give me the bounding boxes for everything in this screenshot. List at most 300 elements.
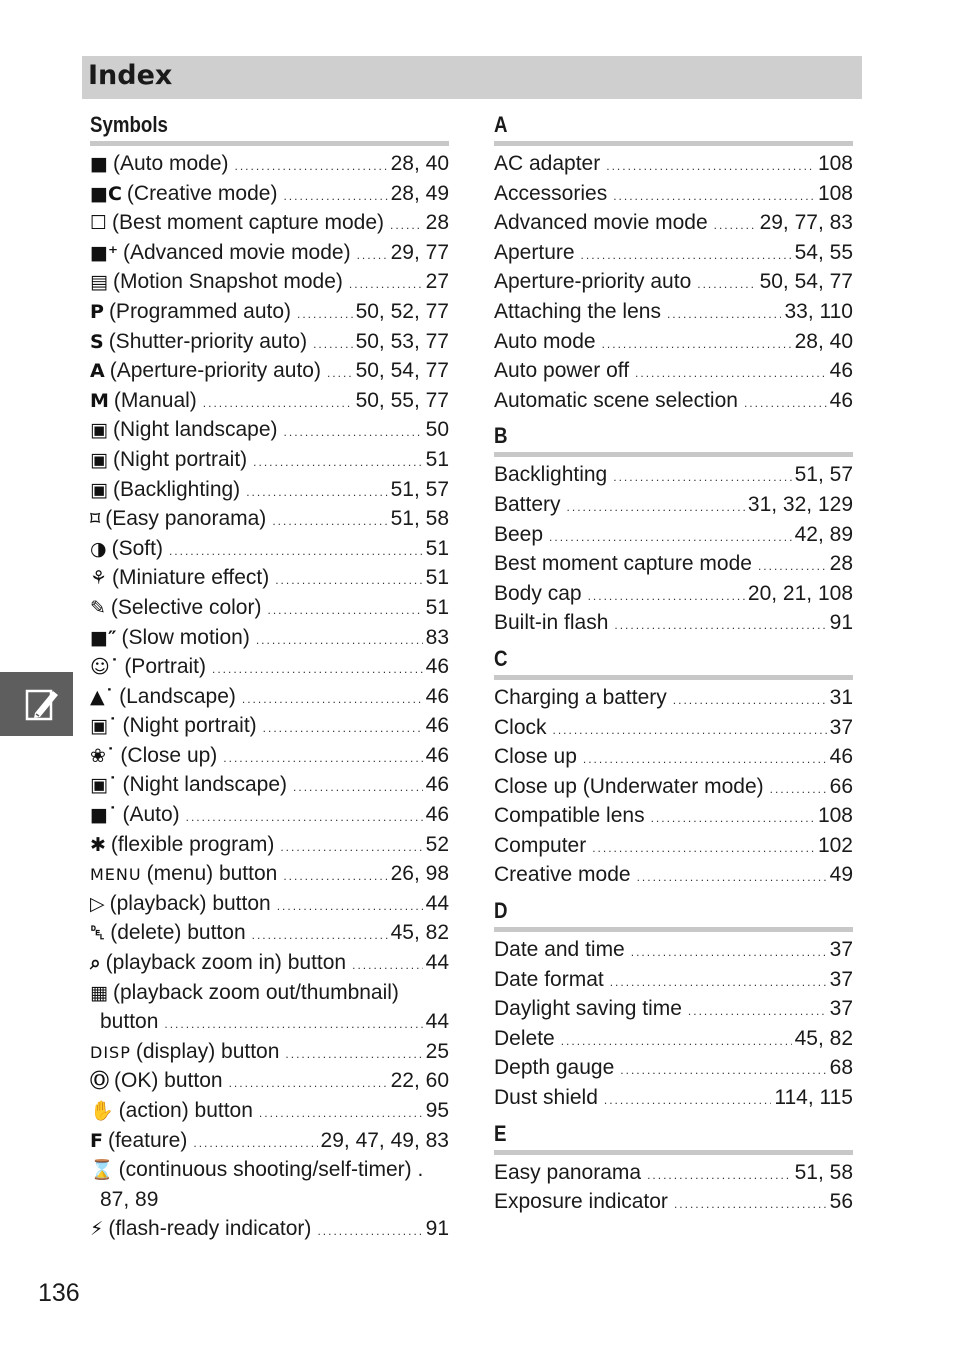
- zoom-in-icon: ⌕: [90, 952, 101, 975]
- index-pages: 33, 110: [784, 299, 853, 323]
- leader-dots: [770, 775, 827, 805]
- section-heading-label: E: [494, 1120, 507, 1146]
- self-timer-icon: ⌛: [90, 1159, 114, 1182]
- index-pages: 50, 54, 77: [759, 270, 853, 294]
- leader-dots: [285, 1040, 422, 1070]
- index-term: (Motion Snapshot mode): [112, 270, 343, 294]
- index-pages: 52: [425, 832, 449, 856]
- leader-dots: [263, 714, 423, 744]
- night-landscape-icon: ▣: [90, 419, 108, 442]
- index-entry: [90, 1126, 449, 1156]
- index-entry: [494, 356, 853, 386]
- index-term: Date format: [494, 967, 604, 991]
- leader-dots: [647, 1161, 792, 1191]
- leader-dots: [714, 211, 757, 241]
- index-pages: 51, 57: [794, 463, 853, 487]
- section-heading-label: B: [494, 423, 508, 449]
- index-entry: [494, 579, 853, 609]
- flexible-program-icon: ✱: [90, 833, 106, 856]
- index-term: (Portrait): [124, 655, 206, 679]
- index-pages: 45, 82: [390, 921, 449, 945]
- index-term: (feature): [107, 1128, 188, 1152]
- night-portrait-auto-icon: ▣˙: [90, 715, 118, 738]
- section-heading: [494, 1117, 853, 1155]
- index-entry: [494, 801, 853, 831]
- index-entry: [90, 534, 449, 564]
- index-term: (flash-ready indicator): [108, 1217, 312, 1241]
- index-pages: 44: [425, 951, 449, 975]
- index-entry: [90, 652, 449, 682]
- index-entry: [494, 179, 853, 209]
- index-entry: [90, 1066, 449, 1096]
- index-pages: 31: [829, 685, 853, 709]
- index-term: Exposure indicator: [494, 1190, 668, 1214]
- index-entry: [494, 1024, 853, 1054]
- index-term: (Creative mode): [126, 181, 278, 205]
- leader-dots: [253, 448, 422, 478]
- leader-dots: [317, 1217, 422, 1247]
- leader-dots: [259, 1099, 423, 1129]
- index-term: Battery: [494, 492, 561, 516]
- index-term: Dust shield: [494, 1086, 598, 1110]
- index-entry: [494, 267, 853, 297]
- leader-dots: [272, 507, 387, 537]
- index-term: (Miniature effect): [112, 566, 270, 590]
- leader-dots: [267, 596, 422, 626]
- index-term: (playback zoom in) button: [105, 951, 347, 975]
- leader-dots: [390, 211, 423, 241]
- index-pages: 28, 40: [390, 152, 449, 175]
- index-term: Accessories: [494, 181, 608, 205]
- section-heading-label: Symbols: [90, 112, 168, 137]
- chapter-tab: [0, 672, 73, 736]
- index-pages: 114, 115: [774, 1086, 853, 1110]
- advanced-movie-icon: ■⁺: [90, 241, 118, 264]
- leader-dots: [651, 804, 815, 834]
- shutter-priority-icon: S: [90, 330, 104, 353]
- index-term: Best moment capture mode: [494, 552, 752, 576]
- leader-dots: [252, 921, 388, 951]
- display-icon: DISP: [90, 1042, 131, 1062]
- index-term: Daylight saving time: [494, 997, 682, 1021]
- index-pages: 54, 55: [794, 240, 853, 264]
- index-term: (Selective color): [110, 595, 262, 619]
- index-term: (Night portrait): [112, 447, 248, 471]
- index-term: Built-in flash: [494, 611, 609, 635]
- index-pages: 28: [425, 211, 449, 235]
- index-entry: [90, 504, 449, 534]
- index-term: Auto power off: [494, 359, 630, 383]
- index-pages: 44: [425, 891, 449, 915]
- leader-dots: [313, 330, 352, 360]
- index-entry: [494, 1083, 853, 1113]
- index-entry: [90, 445, 449, 475]
- slow-motion-icon: ■″: [90, 626, 117, 649]
- leader-dots: [610, 968, 827, 998]
- index-entry: [494, 965, 853, 995]
- index-entry: [90, 356, 449, 386]
- index-term: Attaching the lens: [494, 299, 661, 323]
- leader-dots: [613, 463, 791, 493]
- leader-dots: [697, 270, 756, 300]
- index-entry: [90, 1214, 449, 1244]
- index-term: AC adapter: [494, 152, 601, 175]
- index-term: (Backlighting): [112, 477, 241, 501]
- index-pages: 29, 47, 49, 83: [320, 1128, 449, 1152]
- auto-icon: ■˙: [90, 804, 118, 827]
- index-entry: [494, 238, 853, 268]
- index-term: Easy panorama: [494, 1160, 642, 1184]
- index-term: (Landscape): [119, 684, 236, 708]
- leader-dots: [235, 152, 388, 182]
- index-entry: [494, 490, 853, 520]
- leader-dots: [164, 1010, 422, 1040]
- index-pages: 51, 58: [390, 507, 449, 531]
- index-term: (menu) button: [146, 862, 278, 886]
- index-pages: 28: [829, 552, 853, 576]
- index-pages: 45, 82: [794, 1026, 853, 1050]
- index-term: Auto mode: [494, 329, 596, 353]
- leader-dots: [613, 182, 815, 212]
- page-number: 136: [38, 1279, 80, 1307]
- index-entry: [494, 608, 853, 638]
- index-term: (OK) button: [114, 1069, 223, 1093]
- index-term: Delete: [494, 1026, 555, 1050]
- leader-dots: [283, 862, 387, 892]
- leader-dots: [242, 685, 423, 715]
- leader-dots: [293, 773, 423, 803]
- portrait-icon: ☺˙: [90, 656, 120, 679]
- index-entry: [90, 179, 449, 209]
- index-entry: [90, 267, 449, 297]
- index-term: (Manual): [113, 388, 197, 412]
- index-pages: 51: [425, 566, 449, 590]
- index-entry: [494, 297, 853, 327]
- leader-dots: [277, 892, 423, 922]
- index-pages: 50, 53, 77: [355, 329, 449, 353]
- night-landscape-auto-icon: ▣˙: [90, 774, 118, 797]
- index-pages: 37: [829, 715, 853, 739]
- miniature-effect-icon: ⚘: [90, 567, 108, 590]
- index-entry: [90, 623, 449, 653]
- index-term: (Best moment capture mode): [112, 211, 384, 235]
- index-pages: 108: [817, 152, 853, 175]
- aperture-priority-icon: A: [90, 360, 105, 383]
- index-entry: [90, 682, 449, 712]
- manual-icon: M: [90, 389, 109, 412]
- leader-dots: [357, 241, 388, 271]
- index-entry: [494, 1053, 853, 1083]
- index-entry: [494, 208, 853, 238]
- section-heading: [494, 642, 853, 680]
- index-entry: [90, 1037, 449, 1067]
- index-pages: 46: [425, 773, 449, 797]
- leader-dots: [212, 655, 423, 685]
- section-heading-label: C: [494, 645, 508, 671]
- leader-dots: [673, 686, 827, 716]
- index-pages: 29, 77: [390, 240, 449, 264]
- auto-mode-camera-icon: ■: [90, 153, 108, 175]
- selective-color-icon: ✎: [90, 596, 106, 619]
- index-pages: 50, 55, 77: [355, 388, 449, 412]
- leader-dots: [186, 803, 423, 833]
- index-pages: 46: [425, 655, 449, 679]
- index-pages: 108: [817, 181, 853, 205]
- motion-snapshot-icon: ▤: [90, 271, 108, 294]
- index-term: (Auto mode): [112, 152, 229, 175]
- index-entry: [494, 683, 853, 713]
- index-entry: [494, 1187, 853, 1217]
- index-term: (Night portrait): [122, 714, 257, 738]
- page-title: Index: [88, 60, 173, 91]
- index-pages: 68: [829, 1056, 853, 1080]
- index-entry: [90, 1007, 449, 1037]
- index-entry: [494, 149, 853, 179]
- index-entry: [494, 386, 853, 416]
- index-entry: [494, 713, 853, 743]
- index-entry: [90, 208, 449, 238]
- index-pages: 28, 40: [794, 329, 853, 353]
- index-entry: [90, 859, 449, 889]
- playback-icon: ▷: [90, 892, 105, 915]
- easy-panorama-icon: ⌑: [90, 508, 101, 531]
- index-term: (playback zoom out/thumbnail): [112, 980, 399, 1004]
- delete-icon: ␡: [90, 922, 106, 945]
- index-pages: 66: [829, 774, 853, 798]
- index-pages: 51: [425, 536, 449, 560]
- index-pages: 91: [829, 611, 853, 635]
- index-pages: 102: [817, 833, 853, 857]
- index-entry: [90, 1096, 449, 1126]
- index-term: Close up (Underwater mode): [494, 774, 764, 798]
- index-term: Clock: [494, 715, 547, 739]
- index-pages: 51: [425, 595, 449, 619]
- leader-dots: [635, 359, 827, 389]
- index-term: (Night landscape): [112, 418, 278, 442]
- index-column-right: [494, 108, 853, 1217]
- index-term: (Close up): [120, 743, 218, 767]
- index-pages: 56: [829, 1190, 853, 1214]
- index-pages: 46: [425, 743, 449, 767]
- index-term: Beep: [494, 522, 544, 546]
- index-entry: [90, 918, 449, 948]
- index-entry: [494, 831, 853, 861]
- index-pages: 50: [425, 418, 449, 442]
- section-heading: [494, 108, 853, 146]
- leader-dots: [581, 241, 792, 271]
- index-term: (Shutter-priority auto): [108, 329, 308, 353]
- index-pages: 29, 77, 83: [759, 211, 853, 235]
- index-term: Body cap: [494, 581, 582, 605]
- leader-dots: [284, 418, 423, 448]
- leader-dots: [592, 834, 815, 864]
- leader-dots: [229, 1069, 388, 1099]
- leader-dots: [688, 997, 827, 1027]
- index-term: (flexible program): [110, 832, 275, 856]
- index-pages: 42, 89: [794, 522, 853, 546]
- leader-dots: [193, 1129, 317, 1159]
- leader-dots: [169, 537, 423, 567]
- leader-dots: [604, 1086, 771, 1116]
- index-term: Aperture: [494, 240, 575, 264]
- backlighting-icon: ▣: [90, 478, 108, 501]
- index-pages: 26, 98: [390, 862, 449, 886]
- index-pages: 91: [425, 1217, 449, 1241]
- best-moment-capture-icon: ☐: [90, 212, 108, 235]
- index-pages: 31, 32, 129: [747, 492, 853, 516]
- index-term: (Easy panorama): [105, 507, 267, 531]
- leader-dots: [352, 951, 423, 981]
- leader-dots: [744, 389, 827, 419]
- leader-dots: [758, 552, 827, 582]
- index-entry: [90, 149, 449, 179]
- index-pages: 83: [425, 625, 449, 649]
- index-term: Depth gauge: [494, 1056, 615, 1080]
- index-term: Computer: [494, 833, 587, 857]
- leader-dots: [561, 1027, 792, 1057]
- leader-dots: [327, 359, 353, 389]
- index-term: Date and time: [494, 938, 625, 962]
- leader-dots: [631, 938, 827, 968]
- index-entry: [90, 563, 449, 593]
- index-pages: 108: [817, 804, 853, 828]
- index-term: Aperture-priority auto: [494, 270, 692, 294]
- index-term: (Auto): [122, 803, 180, 827]
- leader-dots: [275, 566, 422, 596]
- index-entry: [90, 386, 449, 416]
- index-pages: 51: [425, 447, 449, 471]
- index-term: (Soft): [111, 536, 163, 560]
- action-icon: ✋: [90, 1100, 114, 1122]
- index-entry: [494, 994, 853, 1024]
- ok-icon: Ⓞ: [90, 1070, 110, 1093]
- programmed-auto-icon: P: [90, 300, 104, 323]
- index-pages: 50, 54, 77: [355, 359, 449, 383]
- index-entry: [90, 711, 449, 741]
- leader-dots: [614, 611, 826, 641]
- leader-dots: [283, 182, 387, 212]
- menu-icon: MENU: [90, 865, 142, 885]
- index-column-left: [90, 108, 449, 1244]
- index-term: (display) button: [135, 1039, 280, 1063]
- notes-pencil-icon: [25, 687, 61, 721]
- index-term: Backlighting: [494, 463, 608, 487]
- index-pages: 46: [425, 714, 449, 738]
- index-entry: [90, 800, 449, 830]
- index-term: 87, 89: [100, 1187, 159, 1211]
- section-heading: [494, 894, 853, 932]
- index-pages: 37: [829, 967, 853, 991]
- index-entry: [90, 1155, 449, 1185]
- index-entry: [90, 593, 449, 623]
- index-pages: 46: [425, 684, 449, 708]
- leader-dots: [620, 1056, 826, 1086]
- flash-ready-icon: ⚡: [90, 1218, 104, 1241]
- index-term: Automatic scene selection: [494, 388, 738, 412]
- leader-dots: [637, 863, 827, 893]
- index-entry: [90, 948, 449, 978]
- index-entry: [90, 889, 449, 919]
- index-entry: [90, 327, 449, 357]
- landscape-icon: ▲˙: [90, 685, 115, 708]
- index-entry: [90, 415, 449, 445]
- index-term: Creative mode: [494, 863, 631, 887]
- index-entry: [494, 520, 853, 550]
- index-pages: 50, 52, 77: [355, 299, 449, 323]
- index-title-bar: [82, 56, 862, 99]
- index-term: (Slow motion): [121, 625, 250, 649]
- section-heading-label: A: [494, 112, 508, 137]
- index-entry: [494, 460, 853, 490]
- index-term: (playback) button: [109, 891, 271, 915]
- index-entry: [494, 772, 853, 802]
- index-term: (Advanced movie mode): [122, 240, 351, 264]
- index-entry: [90, 770, 449, 800]
- index-term: Charging a battery: [494, 685, 667, 709]
- index-entry: [494, 935, 853, 965]
- index-entry: [90, 475, 449, 505]
- index-pages: 27: [425, 270, 449, 294]
- index-pages: 37: [829, 938, 853, 962]
- creative-mode-icon: ■C: [90, 182, 122, 205]
- section-heading-label: D: [494, 898, 508, 924]
- leader-dots: [203, 389, 353, 419]
- index-term: (delete) button: [110, 921, 246, 945]
- index-pages: 28, 49: [390, 181, 449, 205]
- feature-icon: F: [90, 1129, 103, 1152]
- index-term: button: [100, 1010, 159, 1034]
- night-portrait-icon: ▣: [90, 448, 108, 471]
- index-entry: [90, 830, 449, 860]
- index-term: (action) button: [118, 1099, 253, 1122]
- leader-dots: [674, 1190, 827, 1220]
- index-term: Close up: [494, 745, 577, 769]
- section-heading: [494, 419, 853, 457]
- leader-dots: [256, 626, 423, 656]
- index-term: (continuous shooting/self-timer) .: [118, 1158, 424, 1182]
- leader-dots: [553, 716, 827, 746]
- index-pages: 95: [425, 1099, 449, 1122]
- index-term: (Aperture-priority auto): [109, 359, 321, 383]
- section-heading: [90, 108, 449, 146]
- index-entry: [90, 978, 449, 1008]
- leader-dots: [588, 582, 745, 612]
- index-pages: 25: [425, 1039, 449, 1063]
- leader-dots: [349, 270, 423, 300]
- thumbnail-icon: ▦: [90, 981, 108, 1004]
- leader-dots: [602, 330, 792, 360]
- index-entry: [494, 742, 853, 772]
- index-pages: 51, 57: [390, 477, 449, 501]
- index-pages: 46: [829, 359, 853, 383]
- index-pages: 46: [829, 745, 853, 769]
- leader-dots: [667, 300, 782, 330]
- index-term: (Programmed auto): [108, 299, 292, 323]
- index-pages: 46: [425, 803, 449, 827]
- leader-dots: [606, 152, 815, 182]
- index-entry: [494, 327, 853, 357]
- index-entry: [494, 860, 853, 890]
- index-entry: [90, 297, 449, 327]
- leader-dots: [549, 523, 792, 553]
- index-pages: 46: [829, 388, 853, 412]
- index-pages: 22, 60: [390, 1069, 449, 1093]
- index-entry: [494, 549, 853, 579]
- index-entry: [90, 1185, 449, 1215]
- index-entry: [494, 1158, 853, 1188]
- leader-dots: [297, 300, 353, 330]
- leader-dots: [223, 744, 422, 774]
